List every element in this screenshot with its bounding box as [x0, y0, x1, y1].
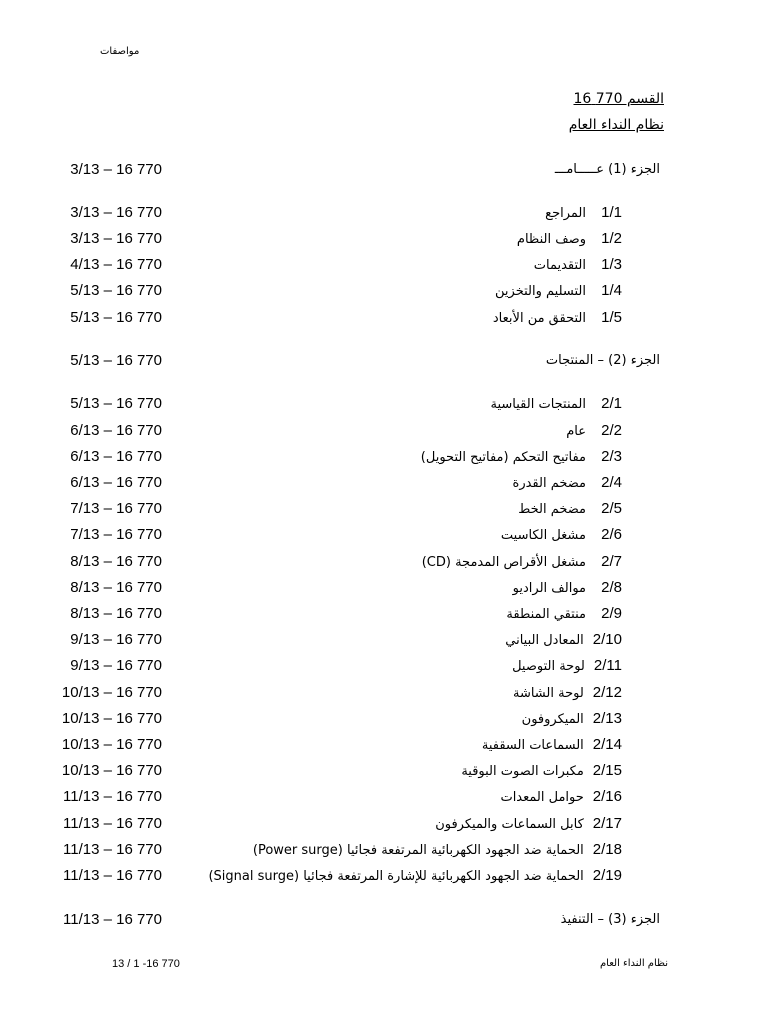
- toc-entry: [422, 552, 622, 573]
- toc-entry: [500, 787, 622, 808]
- toc-entry-label: مفاتيح التحكم (مفاتيح التحويل): [420, 450, 586, 465]
- toc-page-ref: 4/13 – 16 770: [70, 256, 162, 273]
- toc-item-row: [0, 709, 768, 729]
- toc-entry-number: 1/1: [601, 204, 622, 221]
- toc-entry: [513, 578, 622, 599]
- toc-item-row: [0, 683, 768, 703]
- toc-item-row: [0, 604, 768, 624]
- toc-entry-label: التحقق من الأبعاد: [492, 311, 586, 326]
- toc-part-row: [0, 910, 768, 930]
- toc-entry: [512, 656, 622, 677]
- toc-part-row: [0, 160, 768, 180]
- toc-entry-label: مضخم الخط: [518, 502, 586, 517]
- toc-page-ref: 5/13 – 16 770: [70, 395, 162, 412]
- toc-page-ref: 5/13 – 16 770: [70, 352, 162, 369]
- toc-entry-number: 2/16: [592, 788, 622, 805]
- toc-entry-label: كابل السماعات والميكرفون: [435, 817, 584, 832]
- toc-item-row: [0, 787, 768, 807]
- toc-entry-label: الحماية ضد الجهود الكهربائية المرتفعة فجائيا (Power surge): [252, 843, 584, 858]
- toc-item-row: [0, 578, 768, 598]
- toc-item-row: [0, 255, 768, 275]
- toc-entry: [421, 447, 622, 468]
- toc-entry-number: 2/12: [592, 684, 622, 701]
- toc-entry-number: 1/2: [601, 230, 622, 247]
- toc-entry-number: 1/4: [601, 282, 622, 299]
- toc-page-ref: 5/13 – 16 770: [70, 309, 162, 326]
- toc-entry-number: 2/7: [601, 553, 622, 570]
- toc-entry-label: حوامل المعدات: [500, 790, 584, 805]
- toc-item-row: [0, 499, 768, 519]
- toc-page-ref: 3/13 – 16 770: [70, 204, 162, 221]
- toc-page-ref: 7/13 – 16 770: [70, 500, 162, 517]
- toc-entry: [501, 525, 622, 546]
- toc-entry: [566, 421, 622, 442]
- toc-entry: [534, 255, 622, 276]
- toc-page-ref: 9/13 – 16 770: [70, 657, 162, 674]
- toc-page-ref: 8/13 – 16 770: [70, 605, 162, 622]
- toc-item-row: [0, 656, 768, 676]
- toc-entry: [518, 499, 622, 520]
- toc-entry-label: لوحة الشاشة: [512, 686, 584, 701]
- toc-page-ref: 5/13 – 16 770: [70, 282, 162, 299]
- toc-entry-label: الميكروفون: [521, 712, 584, 727]
- toc-entry-number: 2/3: [601, 448, 622, 465]
- toc-entry: [435, 814, 622, 835]
- toc-page-ref: 6/13 – 16 770: [70, 474, 162, 491]
- toc-entry-number: 2/19: [592, 867, 622, 884]
- toc-entry-number: 1/3: [601, 256, 622, 273]
- toc-entry: [491, 394, 622, 415]
- toc-entry: [513, 473, 622, 494]
- toc-page-ref: 6/13 – 16 770: [70, 448, 162, 465]
- toc-item-row: [0, 473, 768, 493]
- toc-entry: [505, 630, 622, 651]
- toc-page-ref: 10/13 – 16 770: [61, 736, 162, 753]
- section-number: القسم 770 16: [573, 91, 664, 107]
- toc-entry-number: 2/5: [601, 500, 622, 517]
- toc-item-row: [0, 552, 768, 572]
- toc-item-row: [0, 525, 768, 545]
- toc-entry-number: 2/13: [592, 710, 622, 727]
- toc-item-row: [0, 447, 768, 467]
- toc-page-ref: 3/13 – 16 770: [70, 161, 162, 178]
- toc-page-ref: 10/13 – 16 770: [61, 684, 162, 701]
- toc-entry-label: وصف النظام: [516, 232, 586, 247]
- toc-page-ref: 10/13 – 16 770: [61, 710, 162, 727]
- toc-entry-label: التسليم والتخزين: [495, 284, 586, 299]
- toc-entry-label: مشغل الأقراص المدمجة (CD): [421, 555, 586, 570]
- toc-entry: [208, 866, 622, 887]
- toc-entry-label: التقديمات: [533, 258, 586, 273]
- document-header: مواصفات: [100, 46, 140, 57]
- toc-item-row: [0, 735, 768, 755]
- toc-entry-number: 2/18: [592, 841, 622, 858]
- toc-entry: [522, 709, 622, 730]
- toc-page-ref: 11/13 – 16 770: [63, 815, 162, 832]
- toc-entry: [482, 735, 622, 756]
- toc-page-ref: 8/13 – 16 770: [70, 553, 162, 570]
- toc-item-row: [0, 761, 768, 781]
- toc-entry-label: عام: [566, 424, 586, 439]
- toc-item-row: [0, 630, 768, 650]
- toc-entry-label: الحماية ضد الجهود الكهربائية للإشارة المرتفعة فجائيا (Signal surge): [208, 869, 584, 884]
- toc-part-title: الجزء (1) عـــــامـــ: [554, 162, 660, 177]
- toc-page-ref: 11/13 – 16 770: [63, 788, 162, 805]
- footer-page-number: 13 / 1 -16 770: [112, 958, 180, 970]
- toc-entry: [506, 604, 622, 625]
- toc-part-row: [0, 351, 768, 371]
- toc-entry-number: 2/15: [592, 762, 622, 779]
- toc-entry: [493, 308, 622, 329]
- toc-entry-label: المراجع: [545, 206, 586, 221]
- footer-title: نظام النداء العام: [599, 958, 668, 969]
- toc-entry: [461, 761, 622, 782]
- toc-item-row: [0, 814, 768, 834]
- toc-entry-number: 2/1: [601, 395, 622, 412]
- toc-page-ref: 11/13 – 16 770: [63, 841, 162, 858]
- toc-page-ref: 6/13 – 16 770: [70, 422, 162, 439]
- toc-entry: [545, 203, 622, 224]
- toc-entry-number: 2/6: [601, 526, 622, 543]
- toc-item-row: [0, 866, 768, 886]
- toc-item-row: [0, 203, 768, 223]
- toc-part-title: الجزء (3) – التنفيذ: [560, 912, 660, 927]
- toc-entry-label: موالف الراديو: [512, 581, 586, 596]
- toc-part-title: الجزء (2) – المنتجات: [545, 353, 660, 368]
- toc-entry-number: 2/4: [601, 474, 622, 491]
- toc-item-row: [0, 308, 768, 328]
- toc-entry-label: المعادل البياني: [505, 633, 584, 648]
- toc-page-ref: 8/13 – 16 770: [70, 579, 162, 596]
- toc-entry-number: 2/17: [592, 815, 622, 832]
- toc-entry-number: 2/8: [601, 579, 622, 596]
- toc-entry-label: منتقي المنطقة: [506, 607, 586, 622]
- section-title: نظام النداء العام: [568, 117, 664, 133]
- toc-entry: [517, 229, 622, 250]
- toc-item-row: [0, 840, 768, 860]
- toc-entry-label: مشغل الكاسيت: [500, 528, 586, 543]
- toc-entry: [495, 281, 622, 302]
- toc-entry-number: 2/11: [593, 657, 622, 674]
- toc-item-row: [0, 229, 768, 249]
- toc-entry: [513, 683, 622, 704]
- toc-item-row: [0, 421, 768, 441]
- toc-entry-label: مضخم القدرة: [512, 476, 586, 491]
- toc-entry-number: 1/5: [601, 309, 622, 326]
- toc-entry-label: لوحة التوصيل: [512, 659, 585, 674]
- toc-entry: [253, 840, 622, 861]
- toc-entry-label: مكبرات الصوت البوقية: [461, 764, 584, 779]
- toc-entry-number: 2/9: [601, 605, 622, 622]
- toc-page-ref: 7/13 – 16 770: [70, 526, 162, 543]
- toc-item-row: [0, 281, 768, 301]
- toc-item-row: [0, 394, 768, 414]
- toc-page-ref: 10/13 – 16 770: [61, 762, 162, 779]
- toc-page-ref: 9/13 – 16 770: [70, 631, 162, 648]
- toc-entry-number: 2/10: [592, 631, 622, 648]
- toc-entry-number: 2/2: [601, 422, 622, 439]
- toc-page-ref: 11/13 – 16 770: [63, 867, 162, 884]
- toc-entry-number: 2/14: [592, 736, 622, 753]
- toc-entry-label: المنتجات القياسية: [490, 397, 586, 412]
- toc-page-ref: 11/13 – 16 770: [63, 911, 162, 928]
- toc-page-ref: 3/13 – 16 770: [70, 230, 162, 247]
- toc-entry-label: السماعات السقفية: [481, 738, 584, 753]
